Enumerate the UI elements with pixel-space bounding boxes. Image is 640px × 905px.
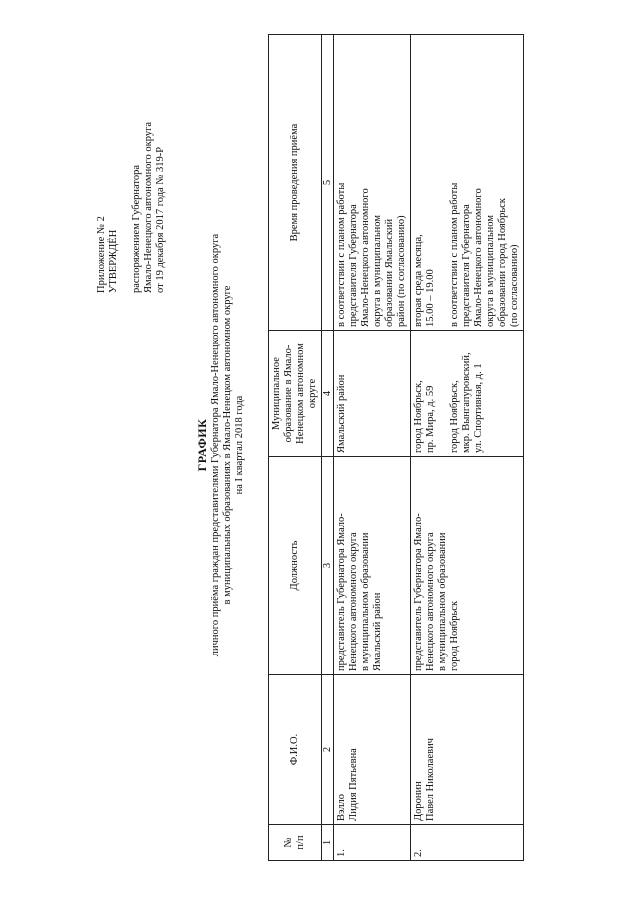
column-number: 5 (322, 35, 334, 331)
header-fio: Ф.И.О. (269, 675, 322, 825)
row-fio: Доронин Павел Николаевич (411, 675, 524, 825)
approved-by-line: распоряжением Губернатора (131, 165, 142, 293)
column-number: 1 (322, 825, 334, 861)
row-fio: Вэлло Лидия Пятьевна (334, 675, 411, 825)
column-number: 3 (322, 457, 334, 675)
heading-line: личного приёма граждан представителями Губернатора Ямало-Ненецкого автономного округа (210, 233, 221, 657)
table-row (334, 35, 411, 861)
row-position: представитель Губернатора Ямало- Ненецкого автономного округа в муниципальном образовании город Ноябрьск (411, 457, 524, 675)
document-heading (196, 135, 246, 755)
table-header-row (269, 35, 322, 861)
column-number-row (322, 35, 334, 861)
header-municipality: Муниципальное образование в Ямало- Ненецком автономном округе (269, 331, 322, 457)
row-position: представитель Губернатора Ямало- Ненецкого автономного округа в муниципальном образовании Ямальский район (334, 457, 411, 675)
approval-date-line: от 19 декабря 2017 года № 319-Р (155, 146, 166, 293)
approved-by-line: Ямало-Ненецкого автономного округа (143, 121, 154, 293)
row-municipality: город Ноябрьск, пр. Мира, д. 59 город Ноябрьск, мкр. Вынгапуровский, ул. Спортивная, д. 1 (411, 331, 524, 457)
table-row (411, 35, 524, 861)
header-num: № п/п (269, 825, 322, 861)
row-municipality: Ямальский район (334, 331, 411, 457)
document-title: ГРАФИК (195, 418, 209, 472)
row-num: 1. (334, 825, 411, 861)
column-number: 2 (322, 675, 334, 825)
approved-label: УТВЕРЖДЁН (108, 229, 119, 293)
column-number: 4 (322, 331, 334, 457)
heading-line: в муниципальных образованиях в Ямало-Ненецком автономном округе (222, 285, 233, 605)
schedule-table (268, 34, 524, 861)
header-time: Время проведения приёма (269, 35, 322, 331)
row-time: в соответствии с планом работы представителя Губернатора Ямало-Ненецкого автономного округа в муниципальном образовании Ямальский район (по согласованию) (334, 35, 411, 331)
heading-line: на I квартал 2018 года (234, 395, 245, 495)
row-time: вторая среда месяца, 15.00 – 19.00 в соответствии с планом работы представителя Губернатора Ямало-Ненецкого автономного округа в муниципальном образовании город Ноябрьск (по согласованию) (411, 35, 524, 331)
row-num: 2. (411, 825, 524, 861)
header-position: Должность (269, 457, 322, 675)
approval-block (96, 23, 167, 293)
appendix-label: Приложение № 2 (96, 216, 107, 293)
